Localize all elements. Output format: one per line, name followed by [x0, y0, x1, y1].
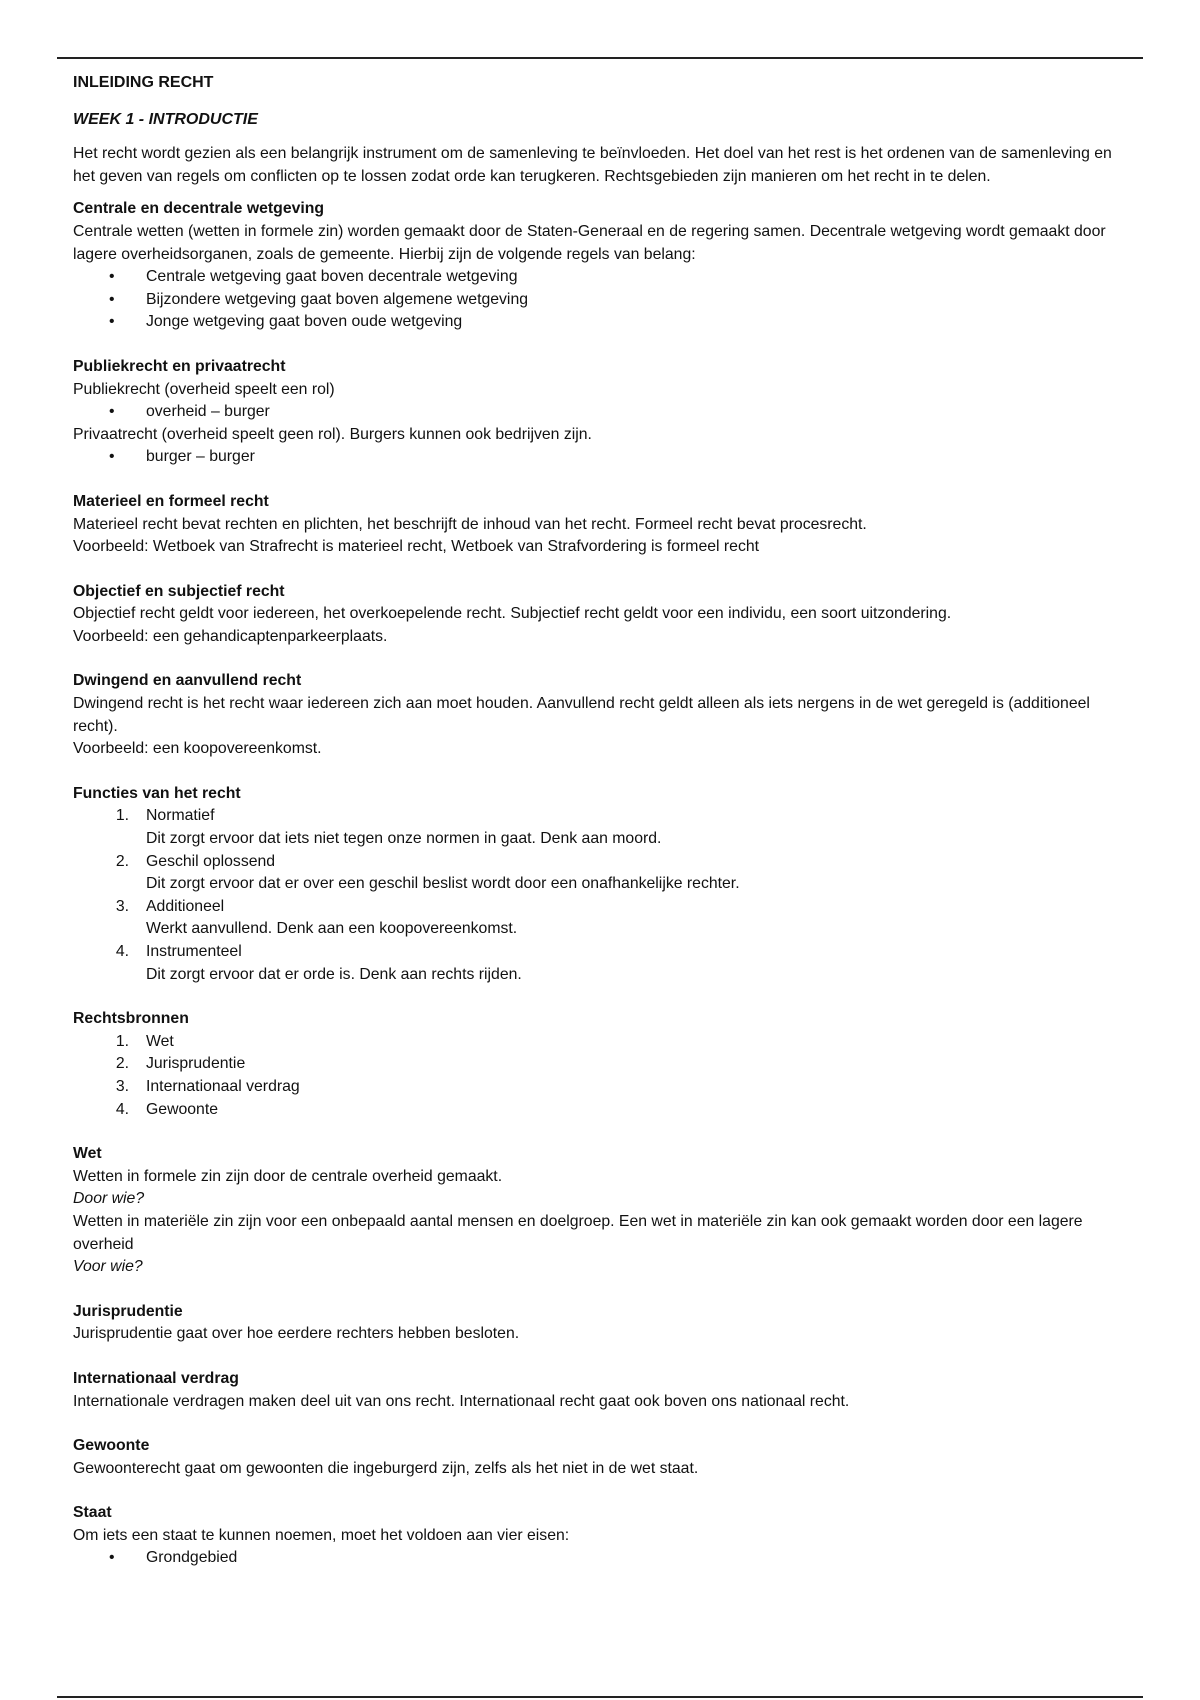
section-text: Objectief recht geldt voor iedereen, het overkoepelende recht. Subjectief recht geldt voor een individu, een soort uitzondering.: [73, 605, 952, 623]
section-text: Wetten in formele zin zijn door de centrale overheid gemaakt.: [73, 1167, 503, 1185]
bullet-list: [73, 401, 1133, 424]
section-text: Jurisprudentie gaat over hoe eerdere rechters hebben besloten.: [73, 1325, 520, 1343]
section-staat: [73, 1502, 1133, 1570]
section-title: Materieel en formeel recht: [73, 492, 269, 510]
section-materieel-formeel: [73, 491, 1133, 559]
bullet-list: [73, 446, 1133, 469]
list-item: • Jonge wetgeving gaat boven oude wetgeving: [73, 311, 1133, 334]
section-text: Publiekrecht (overheid speelt een rol): [73, 380, 335, 398]
bullet-marker: •: [109, 290, 115, 308]
list-item: 2. Jurisprudentie: [115, 1055, 246, 1073]
section-title: Functies van het recht: [73, 784, 241, 802]
section-wet: [73, 1143, 1133, 1279]
list-item: • Centrale wetgeving gaat boven decentrale wetgeving: [73, 266, 1133, 289]
list-item: 3. Additioneel Werkt aanvullend. Denk aan een koopovereenkomst.: [115, 897, 518, 938]
list-item: 1. Wet: [115, 1032, 174, 1050]
section-text: Internationale verdragen maken deel uit van ons recht. Internationaal recht gaat ook boven ons nationaal recht.: [73, 1392, 850, 1410]
numbered-list: [73, 1031, 1133, 1121]
header-rule: [57, 57, 1143, 59]
section-title: Internationaal verdrag: [73, 1369, 239, 1387]
question-text: Door wie?: [73, 1190, 145, 1208]
list-item: • burger – burger: [73, 446, 1133, 469]
bullet-list: [73, 1547, 1133, 1570]
section-text: Om iets een staat te kunnen noemen, moet het voldoen aan vier eisen:: [73, 1526, 570, 1544]
section-internationaal-verdrag: [73, 1368, 1133, 1413]
section-title: Staat: [73, 1504, 112, 1522]
section-title: Objectief en subjectief recht: [73, 582, 285, 600]
section-title: Gewoonte: [73, 1437, 150, 1455]
document-title: INLEIDING RECHT: [73, 74, 214, 91]
section-title: Jurisprudentie: [73, 1302, 183, 1320]
section-jurisprudentie: [73, 1301, 1133, 1346]
question-text: Voor wie?: [73, 1258, 143, 1276]
section-publiek-privaat: [73, 356, 1133, 469]
week-heading: WEEK 1 - INTRODUCTIE: [73, 110, 258, 128]
numbered-list: [73, 805, 1133, 986]
bullet-marker: •: [109, 268, 115, 286]
section-title: Dwingend en aanvullend recht: [73, 672, 302, 690]
bullet-list: [73, 266, 1133, 334]
section-objectief-subjectief: [73, 581, 1133, 649]
section-title: Centrale en decentrale wetgeving: [73, 200, 325, 218]
section-example: Voorbeeld: Wetboek van Strafrecht is materieel recht, Wetboek van Strafvordering is formeel recht: [73, 538, 760, 556]
bullet-marker: •: [109, 403, 115, 421]
section-rechtsbronnen: [73, 1008, 1133, 1121]
section-centrale-decentrale: [73, 198, 1133, 334]
list-item: • Grondgebied: [73, 1547, 1133, 1570]
bullet-marker: •: [109, 1549, 115, 1567]
section-title: Publiekrecht en privaatrecht: [73, 357, 286, 375]
list-item: • Bijzondere wetgeving gaat boven algemene wetgeving: [73, 289, 1133, 312]
section-text: Gewoonterecht gaat om gewoonten die ingeburgerd zijn, zelfs als het niet in de wet staat.: [73, 1459, 699, 1477]
section-text: Materieel recht bevat rechten en plichten, het beschrijft de inhoud van het recht. Formeel recht bevat procesrecht.: [73, 515, 867, 533]
section-title: Wet: [73, 1145, 102, 1163]
section-text: Dwingend recht is het recht waar iedereen zich aan moet houden. Aanvullend recht geldt alleen als iets nergens in de wet geregeld is (additioneel recht).: [73, 695, 1090, 735]
list-item: 3. Internationaal verdrag: [115, 1077, 300, 1095]
section-text: Centrale wetten (wetten in formele zin) worden gemaakt door de Staten-Generaal en de regering samen. Decentrale wetgeving wordt gemaakt door lagere overheidsorganen, zoals de gemeente. Hierbij zijn de volgende regels van belang:: [73, 222, 1106, 263]
section-text: Wetten in materiële zin zijn voor een onbepaald aantal mensen en doelgroep. Een wet in materiële zin kan ook gemaakt worden door een lagere overheid: [73, 1212, 1083, 1253]
list-item: • overheid – burger: [73, 401, 1133, 424]
section-text: Privaatrecht (overheid speelt geen rol). Burgers kunnen ook bedrijven zijn.: [73, 425, 592, 443]
section-gewoonte: [73, 1435, 1133, 1480]
bullet-marker: •: [109, 313, 115, 331]
list-item: 4. Instrumenteel Dit zorgt ervoor dat er orde is. Denk aan rechts rijden.: [115, 943, 522, 983]
list-item: 1. Normatief Dit zorgt ervoor dat iets niet tegen onze normen in gaat. Denk aan moord.: [115, 807, 662, 848]
section-example: Voorbeeld: een koopovereenkomst.: [73, 740, 322, 758]
list-item: 2. Geschil oplossend Dit zorgt ervoor dat er over een geschil beslist wordt door een onafhankelijke rechter.: [115, 852, 740, 893]
section-dwingend-aanvullend: [73, 670, 1133, 760]
section-title: Rechtsbronnen: [73, 1010, 189, 1028]
section-functies: [73, 783, 1133, 986]
bullet-marker: •: [109, 448, 115, 466]
section-example: Voorbeeld: een gehandicaptenparkeerplaats.: [73, 627, 388, 645]
footer-rule: [57, 1696, 1143, 1698]
document-page: [73, 72, 1133, 1584]
intro-paragraph: Het recht wordt gezien als een belangrijk instrument om de samenleving te beïnvloeden. Het doel van het rest is het ordenen van de samenleving en het geven van regels om conflicten op te lossen zodat orde kan terugkeren. Rechtsgebieden zijn manieren om het recht in te delen.: [73, 145, 1112, 185]
list-item: 4. Gewoonte: [115, 1100, 219, 1118]
